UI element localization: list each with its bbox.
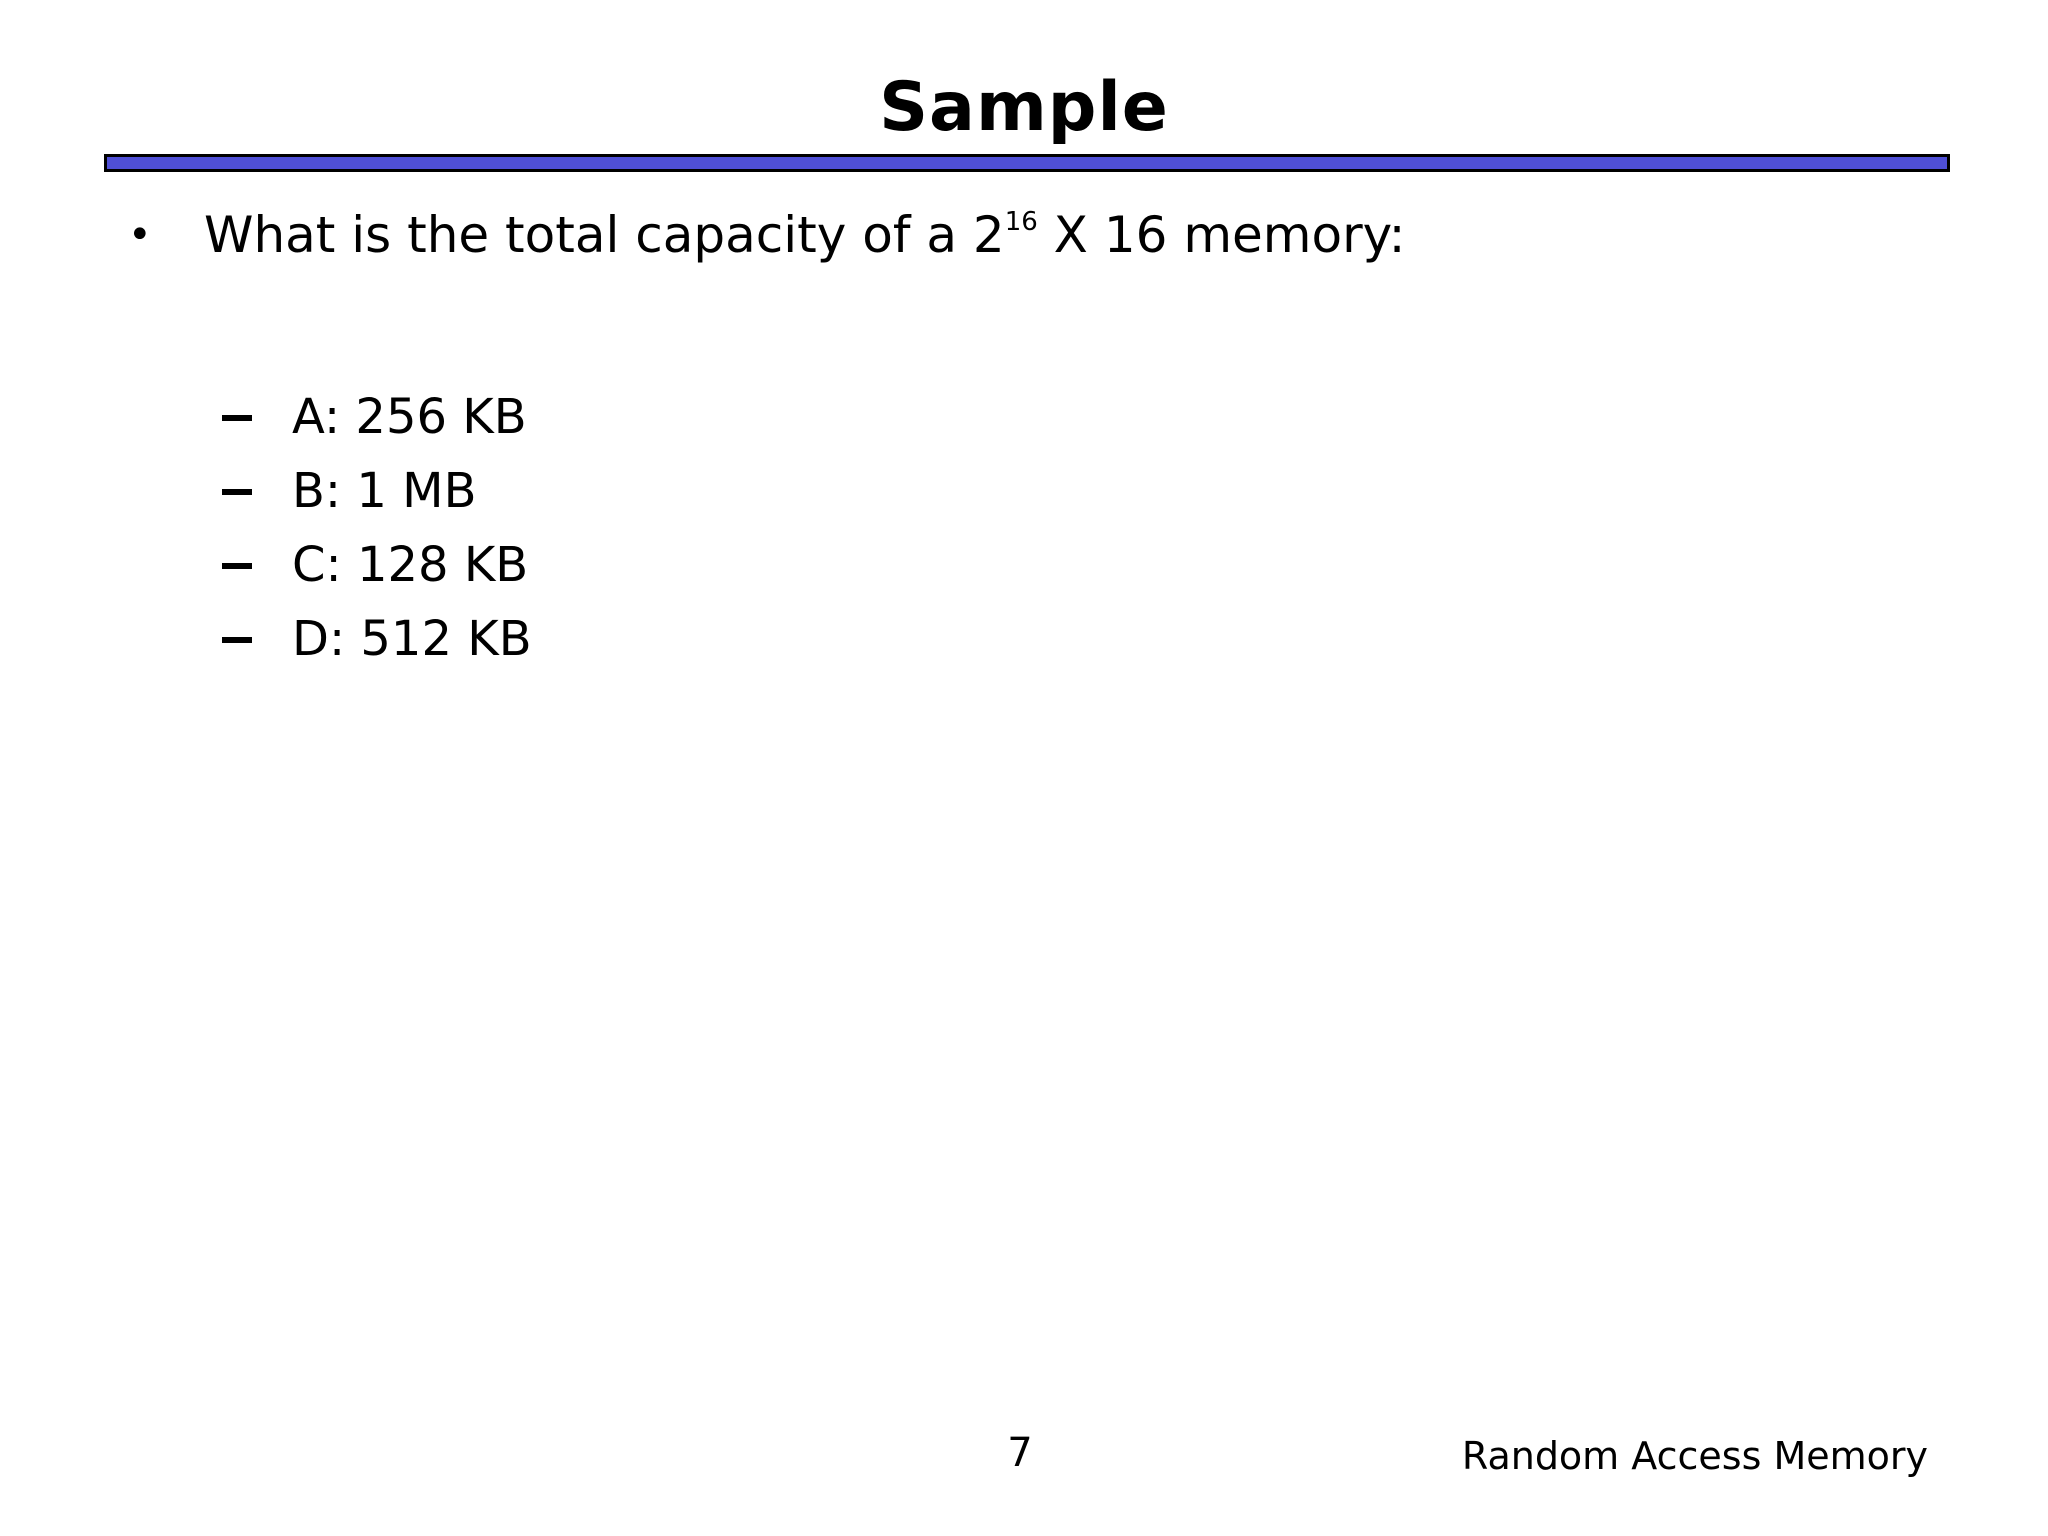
option-c-label: C: 128 KB: [292, 537, 529, 593]
option-b: [222, 454, 532, 528]
page-number: 7: [1007, 1430, 1033, 1476]
footer-label: Random Access Memory: [1461, 1434, 1928, 1478]
question-prefix: What is the total capacity of a 2: [204, 206, 1005, 264]
title-underline-rule: [104, 154, 1950, 172]
option-c: [222, 528, 532, 602]
option-d: [222, 602, 532, 676]
question-suffix: X 16 memory:: [1037, 206, 1406, 264]
dash-icon: [222, 489, 252, 495]
option-a: [222, 380, 532, 454]
dash-icon: [222, 637, 252, 643]
question-exponent: 16: [1004, 207, 1038, 237]
option-b-label: B: 1 MB: [292, 463, 477, 519]
option-d-label: D: 512 KB: [292, 611, 532, 667]
question-text: [204, 205, 1405, 265]
dash-icon: [222, 563, 252, 569]
bullet-dot-icon: •: [128, 212, 152, 258]
option-a-label: A: 256 KB: [292, 389, 527, 445]
dash-icon: [222, 415, 252, 421]
slide-title: Sample: [879, 68, 1169, 147]
answer-options-list: [222, 380, 532, 676]
